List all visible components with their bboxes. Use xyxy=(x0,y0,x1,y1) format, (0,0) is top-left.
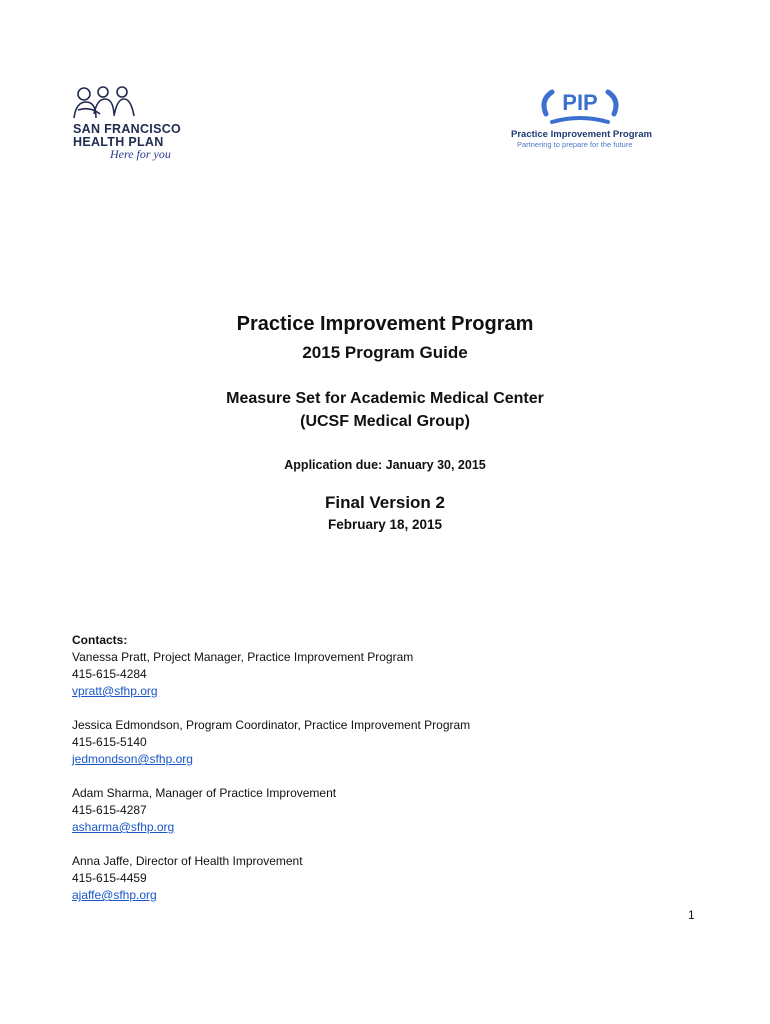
contact-phone: 415-615-4284 xyxy=(72,667,147,681)
contact-phone: 415-615-5140 xyxy=(72,735,147,749)
sfhp-logo-tagline: Here for you xyxy=(110,147,171,161)
contact-entry xyxy=(72,785,470,836)
contacts-label: Contacts: xyxy=(72,633,128,647)
version-date: February 18, 2015 xyxy=(327,517,443,532)
contact-name-title: Vanessa Pratt, Project Manager, Practice Improvement Program xyxy=(72,650,414,664)
medical-group-heading: (UCSF Medical Group) xyxy=(300,413,470,430)
pip-logo-emblem-icon xyxy=(538,84,622,128)
contact-phone: 415-615-4287 xyxy=(72,803,147,817)
contact-phone: 415-615-4459 xyxy=(72,871,147,885)
sfhp-logo-line-2: HEALTH PLAN xyxy=(73,135,164,149)
document-title: Practice Improvement Program xyxy=(236,313,534,335)
contact-name-title: Anna Jaffe, Director of Health Improvement xyxy=(72,854,303,868)
contact-email-link[interactable]: asharma@sfhp.org xyxy=(72,820,175,834)
pip-emblem-text: PIP xyxy=(562,90,598,115)
contact-email-link[interactable]: jedmondson@sfhp.org xyxy=(72,752,193,766)
contact-name-title: Jessica Edmondson, Program Coordinator, Practice Improvement Program xyxy=(72,718,471,732)
contact-entry xyxy=(72,717,470,768)
pip-logo-title: Practice Improvement Program xyxy=(511,129,652,140)
pip-logo-tagline: Partnering to prepare for the future xyxy=(517,140,633,149)
page-number: 1 xyxy=(688,908,695,922)
contact-entry xyxy=(72,853,470,904)
sfhp-logo-figures-icon xyxy=(70,84,150,120)
contact-entry xyxy=(72,649,470,700)
application-due-date: Application due: January 30, 2015 xyxy=(284,458,486,472)
sfhp-logo-line-1: SAN FRANCISCO xyxy=(73,122,182,136)
contact-name-title: Adam Sharma, Manager of Practice Improvement xyxy=(72,786,337,800)
document-subtitle: 2015 Program Guide xyxy=(302,343,468,362)
version-label: Final Version 2 xyxy=(325,493,445,512)
contacts-section xyxy=(72,632,470,904)
contact-email-link[interactable]: vpratt@sfhp.org xyxy=(72,684,158,698)
contact-email-link[interactable]: ajaffe@sfhp.org xyxy=(72,888,157,902)
measure-set-heading: Measure Set for Academic Medical Center xyxy=(226,390,544,407)
